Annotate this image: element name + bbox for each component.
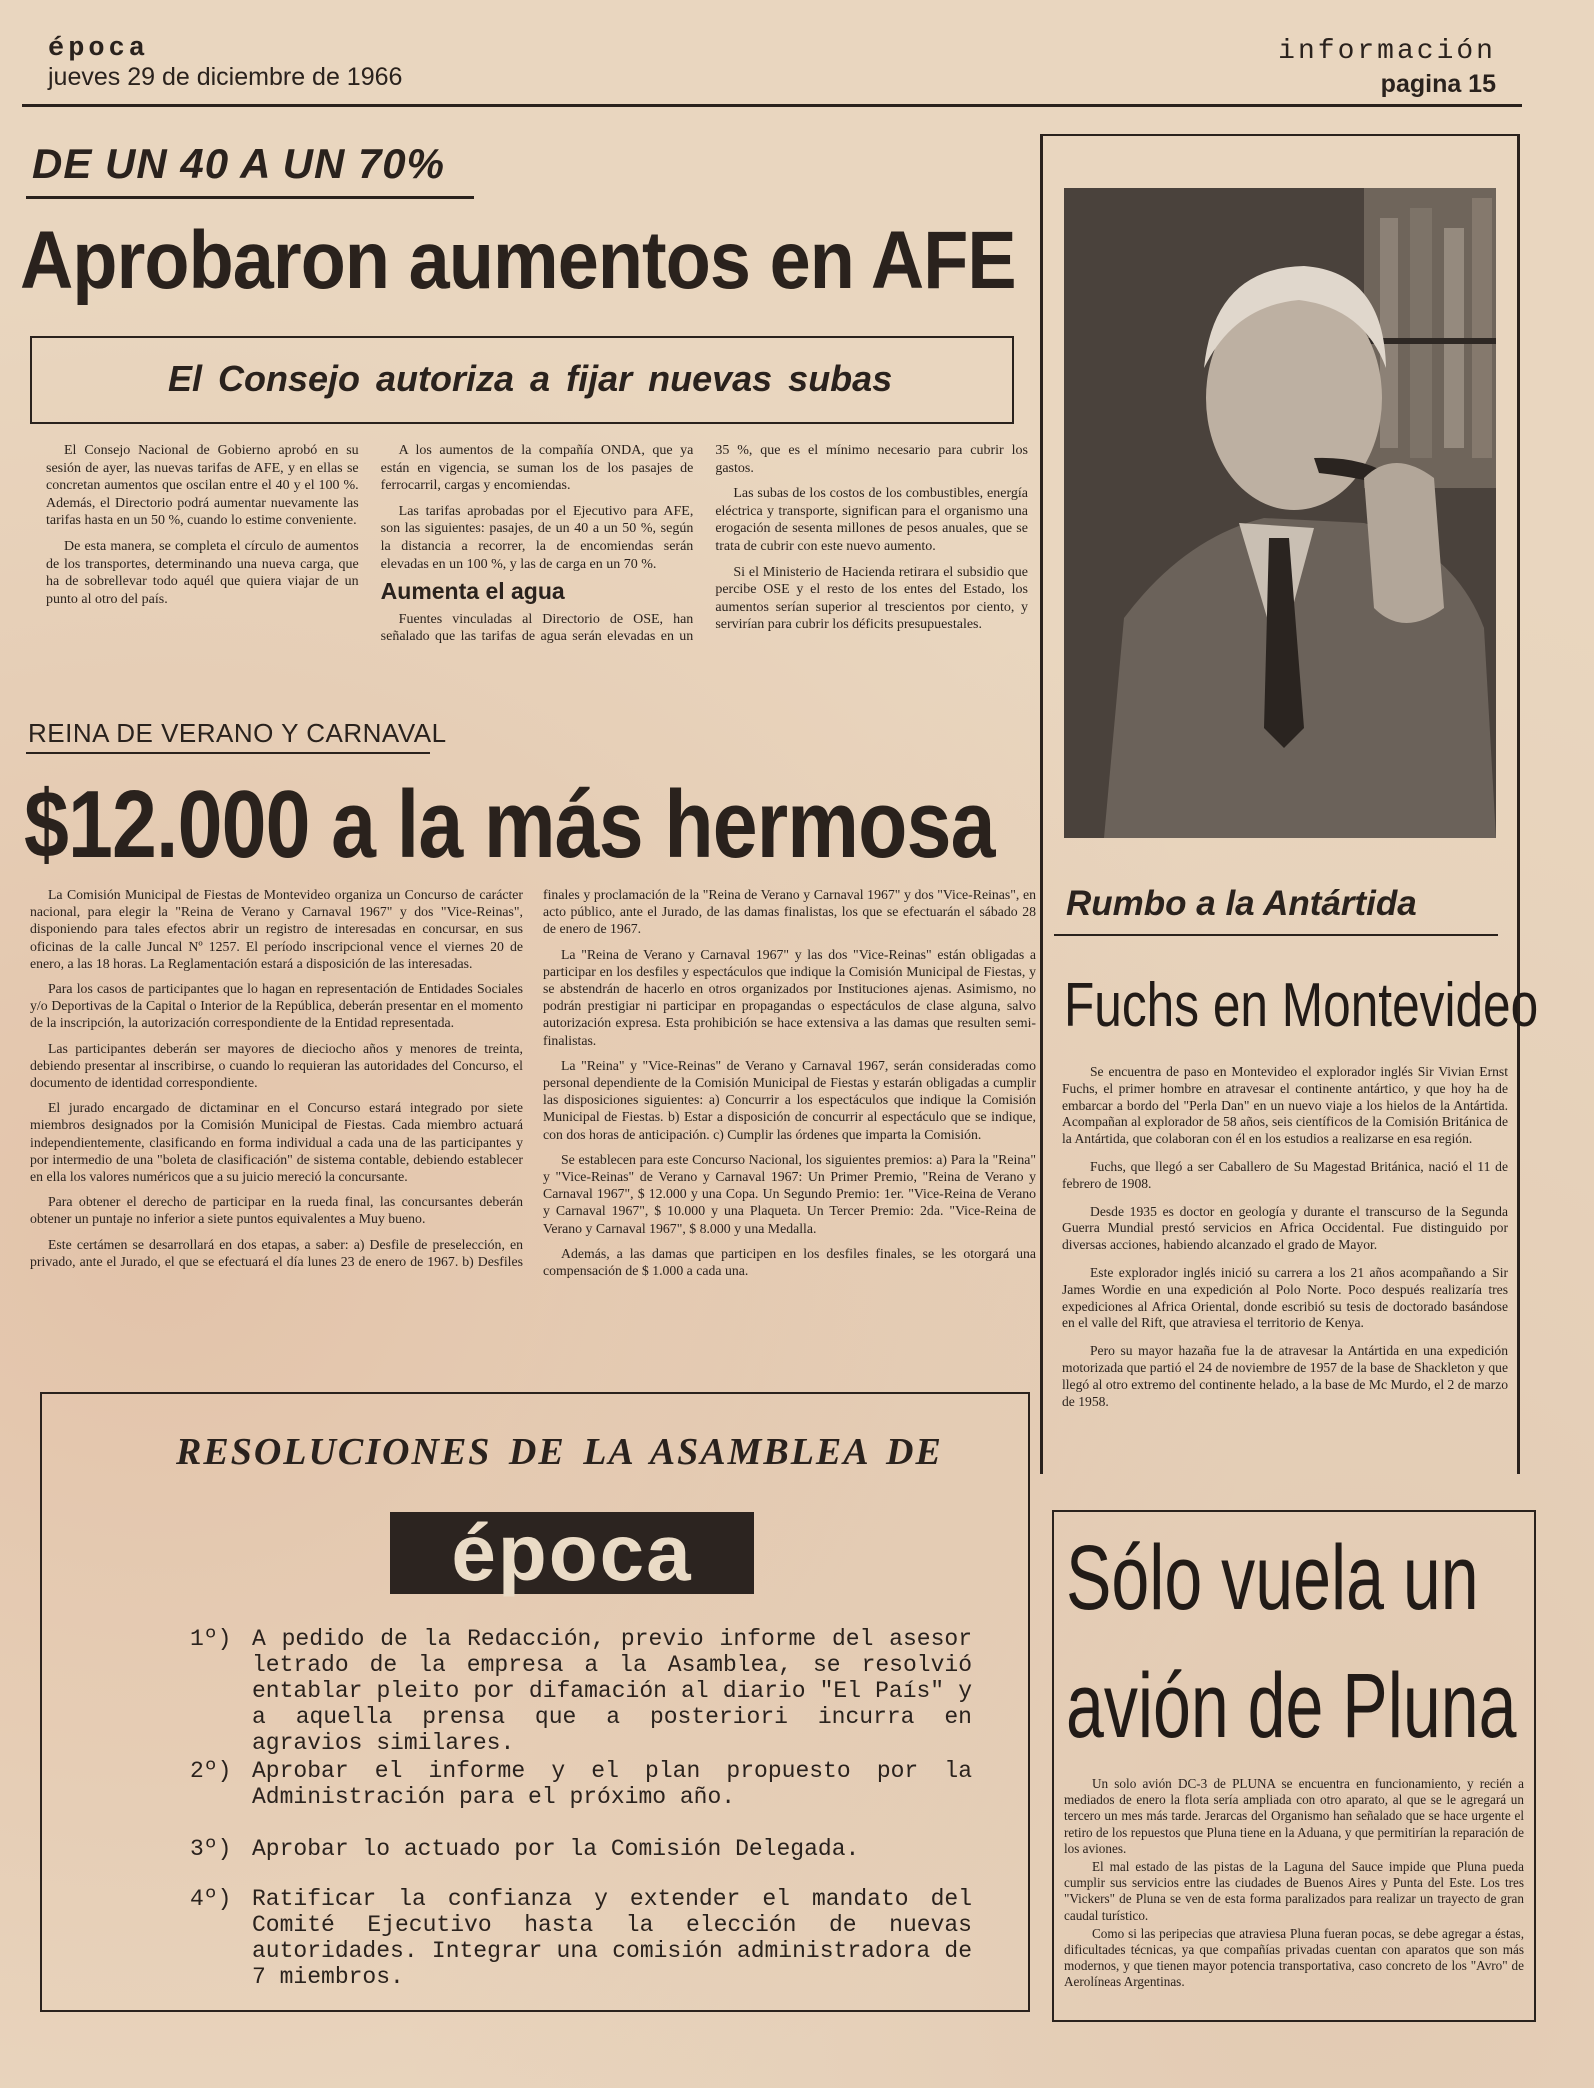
resolucion-item <box>160 1758 972 1810</box>
afe-kicker-rule <box>26 196 474 199</box>
pluna-body <box>1064 1776 1524 1993</box>
reina-kicker-rule <box>26 752 430 754</box>
reina-paragraph: La "Reina" y "Vice-Reinas" de Verano y Carnaval 1967, serán consideradas como personal dependiente de la Comisión Municipal de Fiestas y estarán obligadas a cumplir las disposiciones siguientes: a) Concurrir a los espectáculos que indique la Comisión Municipal de Fiestas. b) Estar a disposición de concurrir al espectáculo que se indique, con dos horas de anticipación. c) Cumplir las órdenes que imparta la Comisión. <box>543 1057 1036 1142</box>
afe-paragraph: Las tarifas aprobadas por el Ejecutivo para AFE, son las siguientes: pasajes, de un 40 a un 50 %, según la distancia a recorrer, la de encomiendas serán elevadas en un 100 %, y las de carga en un 70 %. <box>380 503 694 572</box>
reina-paragraph: Para los casos de participantes que lo hagan en representación de Entidades Sociales y/o Deportivas de la Capital o Interior de la República, deberán presentar en el momento de la inscripción, la autorización correspondiente de la Entidad representada. <box>30 981 523 1031</box>
fuchs-paragraph: Desde 1935 es doctor en geología y durante el transcurso de la Segunda Guerra Mundial prestó servicios en Africa Occidental. Fue distinguido por diversas acciones, habiendo alcanzado el grado de Mayor. <box>1062 1203 1508 1253</box>
resolucion-text: A pedido de la Redacción, previo informe del asesor letrado de la empresa a la Asamblea, se resolvió entablar pleito por difamación al diario "El País" y a aquella prensa que a posteriori incurra en agravios similares. <box>252 1626 972 1756</box>
afe-paragraph: Fuentes vinculadas al Directorio de OSE, han señalado que las tarifas de agua serán elevadas en un 35 %, que es el mínimo necesario para cubrir los gastos. <box>380 443 1028 645</box>
fuchs-paragraph: Se encuentra de paso en Montevideo el explorador inglés Sir Vivian Ernst Fuchs, el primer hombre en atravesar el continente antártico, y que hoy ha de embarcar a bordo del "Perla Dan" en un nuevo viaje a los hielos de la Antártida. Acompañan al explorador de 58 años, seis científicos de la Comisión Británica de la Antártida, que colaboran con él en los estudios a realizarse en esa región. <box>1062 1064 1508 1147</box>
resolucion-number: 1º) <box>190 1626 232 1652</box>
paper-name: época <box>48 34 150 64</box>
reina-paragraph: La "Reina de Verano y Carnaval 1967" y las dos "Vice-Reinas" están obligadas a participar en los desfiles y espectáculos que indique la Comisión Municipal de Fiestas, y se abstendrán de hacerlo en otros organizados por Instituciones ajenas. Asimismo, no podrán prestigiar ni participar en propagandas o espectáculos de clase alguna, salvo autorización expresa. Esta prohibición se hace extensiva a las damas que resulten semi-finalistas. <box>543 946 1036 1048</box>
portrait-photo <box>1064 188 1496 838</box>
resolucion-number: 2º) <box>190 1758 232 1784</box>
resolucion-number: 3º) <box>190 1836 232 1862</box>
reina-paragraph: Además, a las damas que participen en los desfiles finales, se les otorgará una compensación de $ 1.000 a cada una. <box>543 1245 1036 1279</box>
pluna-paragraph: Un solo avión DC-3 de PLUNA se encuentra en funcionamiento, y recién a mediados de enero la flota sería ampliada con otro aparato, al que se le agregará un tercero un mes más tarde. Jerarcas del Organismo han señalado que se hace urgente el retiro de los repuestos que Pluna tiene en la Aduana, y que permitirían la reparación de los aviones. <box>1064 1776 1524 1856</box>
reina-paragraph: Para obtener el derecho de participar en la rueda final, las concursantes deberán obtener un puntaje no inferior a siete puntos equivalentes a Muy bueno. <box>30 1194 523 1227</box>
pluna-paragraph: Como si las peripecias que atraviesa Pluna fueran pocas, se debe agregar a éstas, dificultades técnicas, ya que compañías privadas cuentan con aparatos que son más modernos, y que tienen mayor potencia transportativa, caso concreto de los "Avro" de Aerolíneas Argentinas. <box>1064 1925 1524 1990</box>
afe-subheadline: El Consejo autoriza a fijar nuevas subas <box>168 358 893 399</box>
fuchs-paragraph: Pero su mayor hazaña fue la de atravesar la Antártida en una expedición motorizada que partió el 24 de noviembre de 1957 de la base de Shackleton y que llegó al otro extremo del continente helado, a la base de Mc Murdo, el 2 de marzo de 1958. <box>1062 1343 1508 1409</box>
fuchs-body <box>1062 1064 1508 1421</box>
afe-paragraph: De esta manera, se completa el círculo de aumentos de los transportes, determinando una nueva carga, que ha de sobrellevar todo aquél que quiera viajar de un punto al otro del país. <box>46 538 359 607</box>
fuchs-paragraph: Este explorador inglés inició su carrera a los 21 años acompañando a Sir James Wordie en una expedición al Polo Norte. Poco después realizaría tres expediciones al Africa Oriental, donde escribió su tesis de doctorado basándose en el valle del Rift, que atraviesa el territorio de Kenya. <box>1062 1264 1508 1331</box>
afe-headline: Aprobaron aumentos en AFE <box>20 215 1016 306</box>
resolucion-number: 4º) <box>190 1886 232 1912</box>
resolucion-text: Ratificar la confianza y extender el mandato del Comité Ejecutivo hasta la elección de nuevas autoridades. Integrar una comisión administradora de 7 miembros. <box>252 1886 972 1990</box>
resoluciones-title: RESOLUCIONES DE LA ASAMBLEA DE <box>176 1431 943 1473</box>
afe-body <box>46 442 1028 698</box>
issue-date: jueves 29 de diciembre de 1966 <box>48 63 403 91</box>
reina-headline: $12.000 a la más hermosa <box>24 771 995 878</box>
masthead <box>0 0 1594 112</box>
afe-paragraph: A los aumentos de la compañía ONDA, que ya están en vigencia, se suman los de los pasajes de ferrocarril, cargas y encomiendas. <box>380 443 694 494</box>
reina-paragraph: Las participantes deberán ser mayores de dieciocho años y menores de treinta, debiendo presentar al inscribirse, o cuando lo requieran las autoridades del Concurso, el documento de identidad correspondiente. <box>30 1040 523 1091</box>
fuchs-photo <box>1064 188 1496 838</box>
resolucion-item <box>160 1836 972 1862</box>
fuchs-paragraph: Fuchs, que llegó a ser Caballero de Su Magestad Británica, nació el 11 de febrero de 1908. <box>1062 1158 1508 1191</box>
reina-paragraph: Este certámen se desarrollará en dos etapas, a saber: a) Desfile de preselección, en privado, ante el Jurado, el que se efectuará el día lunes 23 de enero de 1967. b) Desfiles finales y proclamación de la "Reina de Verano y Carnaval 1967" y dos "Vice-Reinas", en acto público, ante el Jurado, de las damas finalistas, los que se efectuarán el sábado 28 de enero de 1967. <box>30 887 1036 1269</box>
afe-paragraph: Las subas de los costos de los combustibles, energía eléctrica y transporte, significan para el organismo una erogación de sesenta millones de pesos anuales, que se trata de cubrir con este nuevo aumento. <box>715 486 1028 554</box>
reina-paragraph: La Comisión Municipal de Fiestas de Montevideo organiza un Concurso de carácter nacional, para elegir la "Reina de Verano y Carnaval 1967" y dos "Vice-Reinas", disponiendo para tales efectos abrir un registro de interesadas en concursar, en sus oficinas de la calle Juncal Nº 1257. El período inscripcional vence el viernes 20 de enero, a las 18 horas. La Reglamentación estará a disposición de las interesadas. <box>30 887 523 971</box>
resolucion-item <box>160 1626 972 1756</box>
fuchs-headline: Fuchs en Montevideo <box>1064 971 1539 1040</box>
epoca-logo <box>390 1508 754 1597</box>
masthead-rule <box>22 104 1522 107</box>
afe-kicker: DE UN 40 A UN 70% <box>32 140 446 187</box>
afe-paragraph: El Consejo Nacional de Gobierno aprobó en su sesión de ayer, las nuevas tarifas de AFE, y en ellas se concretan aumentos que oscilan entre el 40 y el 100 %. Además, el Directorio podrá aumentar nuevamente las tarifas hasta en un 50 %, cuando lo estime conveniente. <box>46 443 359 529</box>
pluna-headline-line2: avión de Pluna <box>1066 1655 1517 1757</box>
reina-kicker: REINA DE VERANO Y CARNAVAL <box>28 718 447 748</box>
reina-paragraph: Se establecen para este Concurso Nacional, los siguientes premios: a) Para la "Reina" y "Vice-Reinas" de Verano y Carnaval 1967: Un Primer Premio, "Reina de Verano y Carnaval 1967", $ 12.000 y una Copa. Un Segundo Premio: 1er. "Vice-Reina de Verano y Carnaval 1967", $ 10.000 y una Plaqueta. Un Tercer Premio: 2da. "Vice-Reina de Verano y Carnaval 1967", $ 8.000 y una Medalla. <box>543 1151 1036 1236</box>
resolucion-item <box>160 1886 972 1990</box>
epoca-logo-text: época <box>451 1508 693 1597</box>
resolucion-text: Aprobar el informe y el plan propuesto por la Administración para el próximo año. <box>252 1758 972 1810</box>
reina-body <box>30 886 1036 1408</box>
page-number: pagina 15 <box>1380 70 1496 98</box>
afe-paragraph: Si el Ministerio de Hacienda retirara el subsidio que percibe OSE y el resto de los entes del Estado, los aumentos serían superior al trescientos por ciento, y servirían para cubrir los déficits presupuestales. <box>715 564 1028 633</box>
afe-subhead: Aumenta el agua <box>380 578 565 605</box>
resolucion-text: Aprobar lo actuado por la Comisión Delegada. <box>252 1836 860 1862</box>
section-label: información <box>1278 36 1496 67</box>
fuchs-kicker-rule <box>1054 934 1498 936</box>
reina-paragraph: El jurado encargado de dictaminar en el Concurso estará integrado por siete miembros designados por la Comisión Municipal de Fiestas. Cada miembro actuará independientemente, clasificando en forma individual a cada una de las participantes y por intermedio de una "boleta de clasificación" de sistema contable, debiendo establecer en ella los valores numéricos que a su juicio mereció la concursante. <box>30 1100 523 1185</box>
pluna-headline-line1: Sólo vuela un <box>1066 1527 1479 1629</box>
pluna-paragraph: El mal estado de las pistas de la Laguna del Sauce impide que Pluna pueda cumplir sus servicios entre las ciudades de Buenos Aires y Punta del Este. Los tres "Vickers" de Pluna se ven de esta forma paralizados para realizar un trayecto de gran caudal turístico. <box>1064 1859 1524 1923</box>
fuchs-kicker: Rumbo a la Antártida <box>1066 884 1417 923</box>
